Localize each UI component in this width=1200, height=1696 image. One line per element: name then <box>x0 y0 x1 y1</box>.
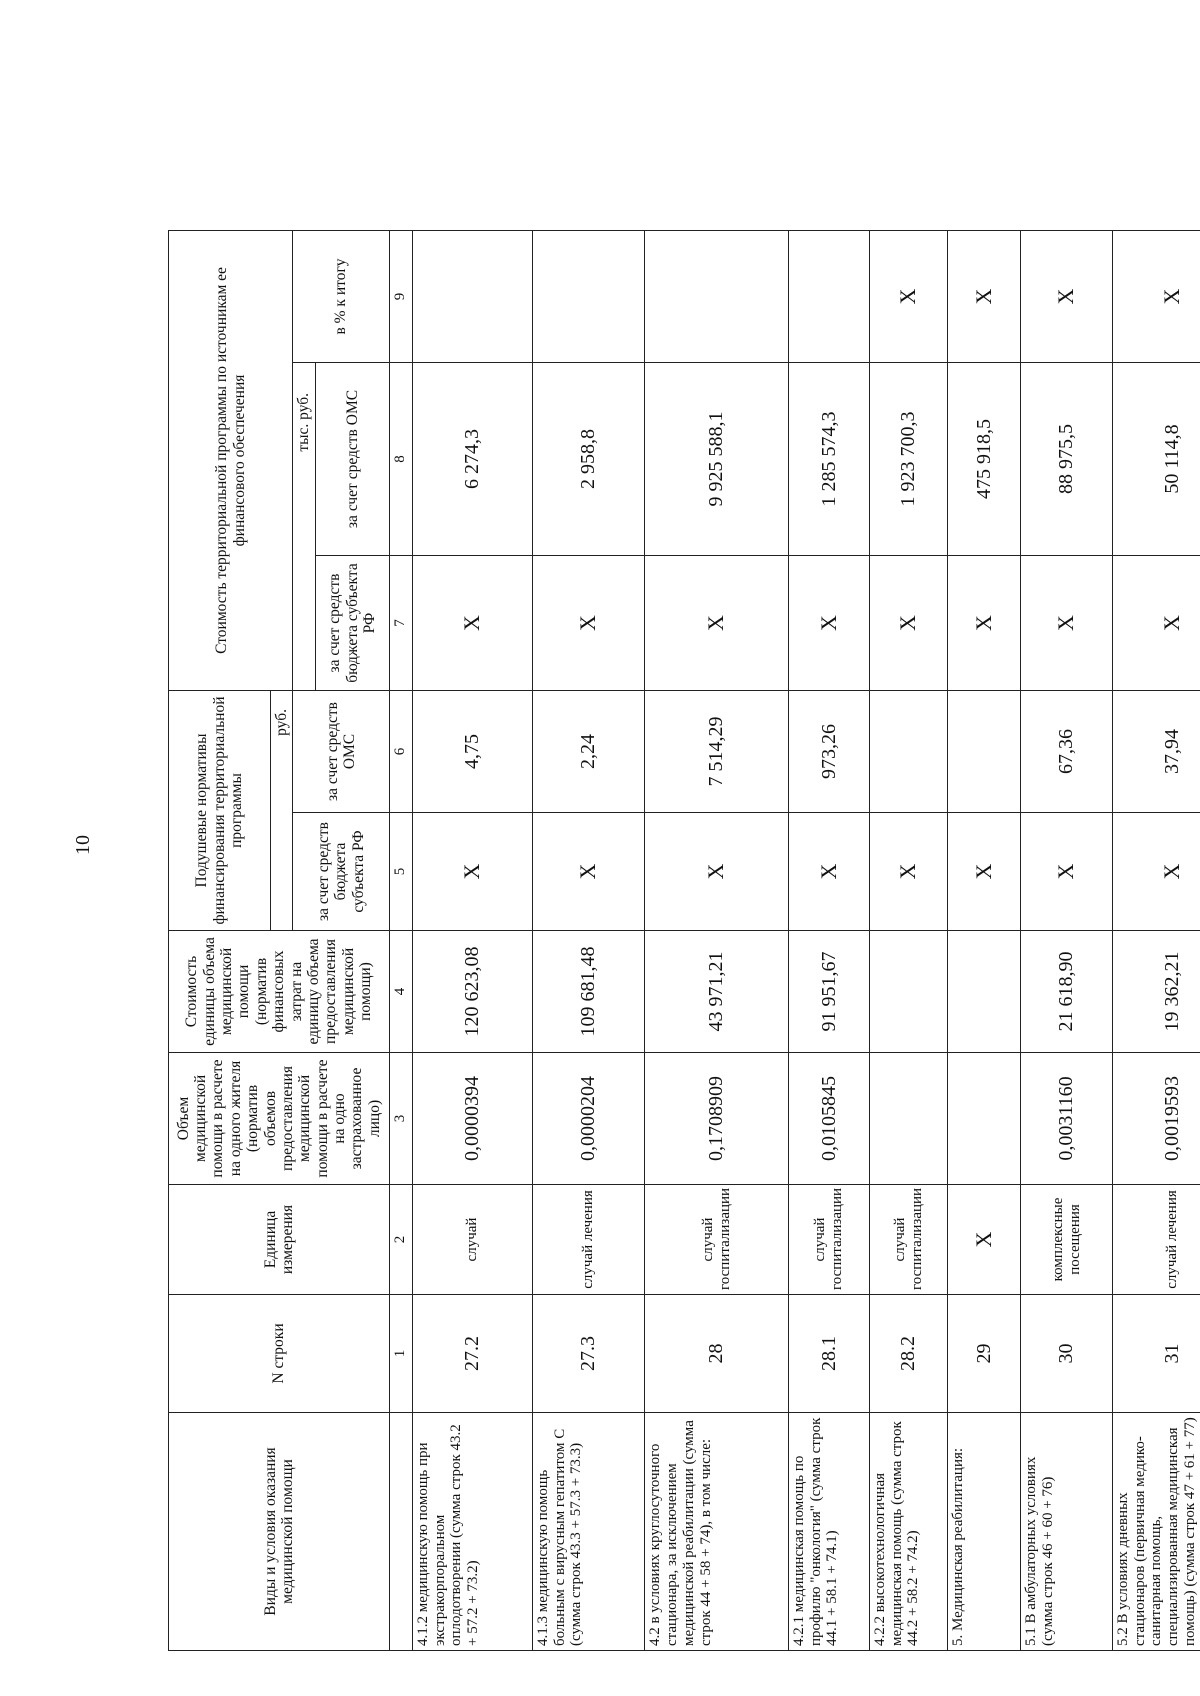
header-cost-budget: за счет средств бюджета субъекта РФ <box>315 556 389 691</box>
column-number: 3 <box>389 1053 412 1185</box>
header-pc-budget: за счет средств бюджета субъекта РФ <box>293 813 389 931</box>
row-name: 5.1 В амбулаторных условиях (сумма строк 46 + 60 + 76) <box>1021 1413 1112 1651</box>
column-number: 6 <box>389 691 412 813</box>
row-percent: X <box>1112 230 1200 362</box>
row-unit-cost: 43 971,21 <box>645 931 789 1053</box>
row-pc-oms <box>948 691 1021 813</box>
header-unit-thousand-rub: тыс. руб. <box>293 363 315 691</box>
table-row <box>532 230 644 1650</box>
row-name: 5. Медицинская реабилитация: <box>948 1413 1021 1651</box>
row-pc-budget: X <box>948 813 1021 931</box>
column-number-row <box>389 230 412 1650</box>
row-line-number: 28.1 <box>788 1295 869 1413</box>
row-unit-cost: 19 362,21 <box>1112 931 1200 1053</box>
row-cost-budget: X <box>645 556 789 691</box>
row-unit-cost: 91 951,67 <box>788 931 869 1053</box>
row-line-number: 31 <box>1112 1295 1200 1413</box>
table-row <box>869 230 947 1650</box>
column-number: 4 <box>389 931 412 1053</box>
header-unit-rub: руб. <box>271 691 293 931</box>
row-unit: случай <box>412 1185 532 1295</box>
row-line-number: 28 <box>645 1295 789 1413</box>
row-line-number: 28.2 <box>869 1295 947 1413</box>
header-pc-oms: за счет средств ОМС <box>293 691 389 813</box>
row-pc-oms: 973,26 <box>788 691 869 813</box>
table-row <box>1021 230 1112 1650</box>
column-number <box>389 1413 412 1651</box>
row-unit-cost <box>948 931 1021 1053</box>
row-cost-oms: 6 274,3 <box>412 363 532 556</box>
row-pc-budget: X <box>1112 813 1200 931</box>
row-unit: случай госпитализации <box>788 1185 869 1295</box>
header-percent: в % к итогу <box>293 230 389 362</box>
row-pc-oms <box>869 691 947 813</box>
row-cost-oms: 88 975,5 <box>1021 363 1112 556</box>
header-kinds: Виды и условия оказания медицинской помощи <box>169 1413 390 1651</box>
row-unit: случай лечения <box>1112 1185 1200 1295</box>
row-unit: случай лечения <box>532 1185 644 1295</box>
row-name: 4.1.3 медицинскую помощь больным с вирусным гепатитом С (сумма строк 43.3 + 57.3 + 73.3) <box>532 1413 644 1651</box>
row-name: 4.2 в условиях круглосуточного стационара, за исключением медицинской реабилитации (сумма строк 44 + 58 + 74), в том числе: <box>645 1413 789 1651</box>
header-unit: Единица измерения <box>169 1185 390 1295</box>
header-per-capita-group: Подушевые нормативы финансирования территориальной программы <box>169 691 271 931</box>
row-pc-budget: X <box>869 813 947 931</box>
page-number: 10 <box>72 835 94 855</box>
row-unit: X <box>948 1185 1021 1295</box>
header-cost-group: Стоимость территориальной программы по источникам ее финансового обеспечения <box>169 230 293 690</box>
row-percent: X <box>869 230 947 362</box>
table-row <box>645 230 789 1650</box>
row-volume: 0,0000204 <box>532 1053 644 1185</box>
column-number: 7 <box>389 556 412 691</box>
row-pc-oms: 4,75 <box>412 691 532 813</box>
row-pc-oms: 37,94 <box>1112 691 1200 813</box>
row-volume: 0,0031160 <box>1021 1053 1112 1185</box>
row-cost-budget: X <box>869 556 947 691</box>
row-cost-budget: X <box>788 556 869 691</box>
row-unit: случай госпитализации <box>869 1185 947 1295</box>
row-line-number: 29 <box>948 1295 1021 1413</box>
row-cost-oms: 1 923 700,3 <box>869 363 947 556</box>
table-row <box>1112 230 1200 1650</box>
row-name: 4.2.1 медицинская помощь по профилю "онкология" (сумма строк 44.1 + 58.1 + 74.1) <box>788 1413 869 1651</box>
header-volume: Объем медицинской помощи в расчете на одного жителя (норматив объемов предоставления медицинской помощи в расчете на одно застрахованное лицо) <box>169 1053 390 1185</box>
row-cost-budget: X <box>948 556 1021 691</box>
row-percent <box>645 230 789 362</box>
column-number: 8 <box>389 363 412 556</box>
row-volume <box>948 1053 1021 1185</box>
row-percent: X <box>948 230 1021 362</box>
row-unit: комплексные посещения <box>1021 1185 1112 1295</box>
row-pc-budget: X <box>788 813 869 931</box>
row-pc-oms: 7 514,29 <box>645 691 789 813</box>
row-pc-budget: X <box>645 813 789 931</box>
column-number: 2 <box>389 1185 412 1295</box>
row-volume: 0,1708909 <box>645 1053 789 1185</box>
header-line-number: N строки <box>169 1295 390 1413</box>
row-name: 5.2 В условиях дневных стационаров (первичная медико-санитарная помощь, специализированная медицинская помощь) (сумма строк 47 + 61 + 77) <box>1112 1413 1200 1651</box>
row-percent <box>532 230 644 362</box>
row-percent <box>788 230 869 362</box>
row-line-number: 27.3 <box>532 1295 644 1413</box>
table-row <box>948 230 1021 1650</box>
column-number: 5 <box>389 813 412 931</box>
row-cost-budget: X <box>412 556 532 691</box>
header-cost-oms: за счет средств ОМС <box>315 363 389 556</box>
row-unit-cost: 109 681,48 <box>532 931 644 1053</box>
row-unit-cost: 120 623,08 <box>412 931 532 1053</box>
row-line-number: 30 <box>1021 1295 1112 1413</box>
table-row <box>788 230 869 1650</box>
row-name: 4.2.2 высокотехнологичная медицинская помощь (сумма строк 44.2 + 58.2 + 74.2) <box>869 1413 947 1651</box>
table-wrapper <box>168 231 1200 1651</box>
table-row <box>412 230 532 1650</box>
row-volume: 0,0019593 <box>1112 1053 1200 1185</box>
row-pc-budget: X <box>532 813 644 931</box>
row-percent <box>412 230 532 362</box>
row-percent: X <box>1021 230 1112 362</box>
financing-table <box>168 230 1200 1651</box>
row-cost-oms: 1 285 574,3 <box>788 363 869 556</box>
row-volume: 0,0000394 <box>412 1053 532 1185</box>
row-unit: случай госпитализации <box>645 1185 789 1295</box>
row-pc-budget: X <box>412 813 532 931</box>
row-volume <box>869 1053 947 1185</box>
row-cost-oms: 9 925 588,1 <box>645 363 789 556</box>
row-cost-oms: 2 958,8 <box>532 363 644 556</box>
row-unit-cost <box>869 931 947 1053</box>
row-line-number: 27.2 <box>412 1295 532 1413</box>
row-name: 4.1.2 медицинскую помощь при экстракорпоральном оплодотворении (сумма строк 43.2 + 57.2 + 73.2) <box>412 1413 532 1651</box>
row-cost-oms: 50 114,8 <box>1112 363 1200 556</box>
row-pc-oms: 2,24 <box>532 691 644 813</box>
header-unit-cost: Стоимость единицы объема медицинской помощи (норматив финансовых затрат на единицу объема предоставления медицинской помощи) <box>169 931 390 1053</box>
row-pc-oms: 67,36 <box>1021 691 1112 813</box>
row-cost-budget: X <box>1112 556 1200 691</box>
row-cost-budget: X <box>532 556 644 691</box>
column-number: 9 <box>389 230 412 362</box>
column-number: 1 <box>389 1295 412 1413</box>
row-cost-budget: X <box>1021 556 1112 691</box>
row-volume: 0,0105845 <box>788 1053 869 1185</box>
row-unit-cost: 21 618,90 <box>1021 931 1112 1053</box>
row-pc-budget: X <box>1021 813 1112 931</box>
row-cost-oms: 475 918,5 <box>948 363 1021 556</box>
